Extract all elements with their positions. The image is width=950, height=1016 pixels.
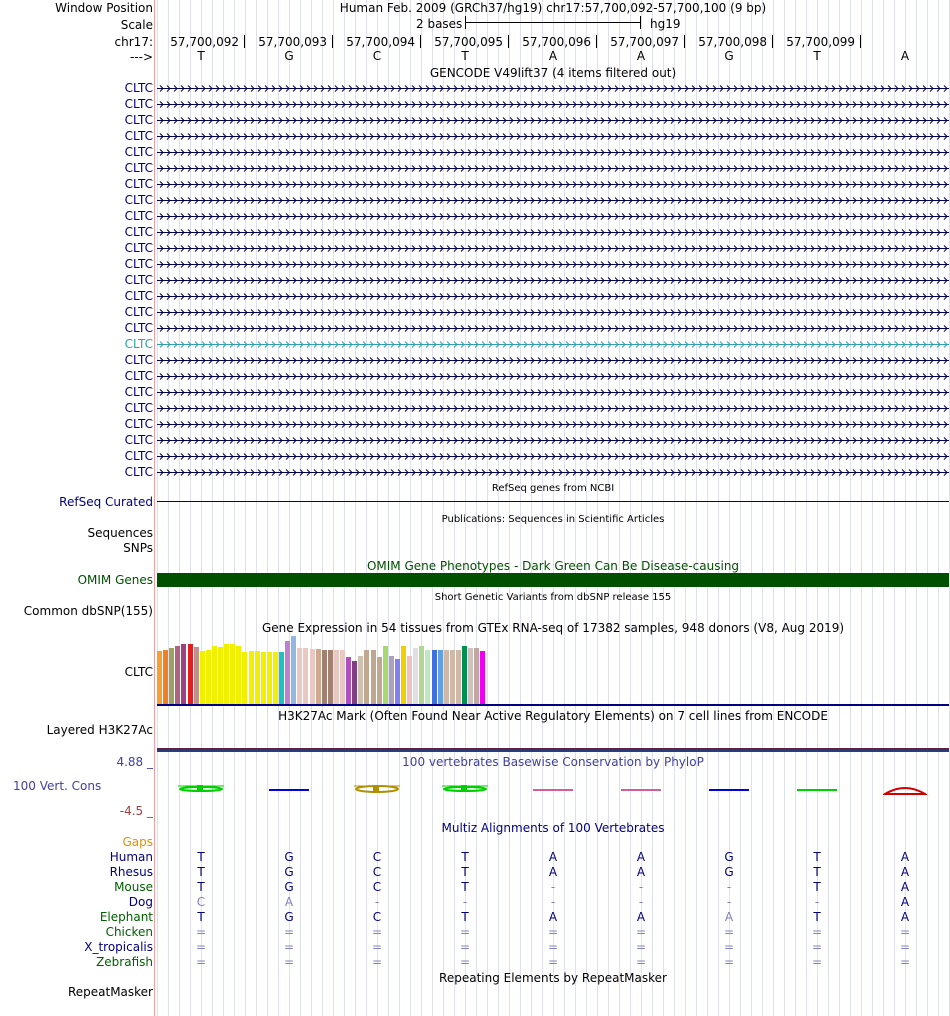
gencode-transcript[interactable] [157, 116, 949, 125]
gtex-tissue-bar[interactable] [163, 650, 168, 704]
multiz-aligned-base: = [195, 955, 207, 969]
multiz-aligned-base: - [726, 880, 732, 894]
repeatmasker-title: Repeating Elements by RepeatMasker [439, 971, 667, 985]
coordinate-tick-label: 57,700,094 [346, 35, 415, 49]
gtex-tissue-bar[interactable] [249, 651, 254, 704]
gencode-gene-label[interactable]: CLTC [124, 161, 153, 175]
gencode-gene-label[interactable]: CLTC [124, 417, 153, 431]
gtex-tissue-bar[interactable] [261, 652, 266, 704]
multiz-aligned-base: - [462, 895, 468, 909]
multiz-aligned-base: = [635, 940, 647, 954]
multiz-aligned-base: C [372, 850, 382, 864]
gtex-tissue-bar[interactable] [456, 650, 461, 704]
phylop-label[interactable]: 100 Vert. Cons [13, 779, 102, 793]
gencode-gene-label[interactable]: CLTC [124, 433, 153, 447]
multiz-species-label[interactable]: Human [109, 850, 153, 864]
window-position-text: Human Feb. 2009 (GRCh37/hg19) chr17:57,700,092-57,700,100 (9 bp) [339, 1, 767, 15]
gencode-transcript[interactable] [157, 308, 949, 317]
base-letter: A [548, 49, 558, 63]
multiz-aligned-base: = [195, 940, 207, 954]
multiz-aligned-base: = [283, 940, 295, 954]
scale-text: 2 bases [416, 17, 463, 31]
scale-assembly: hg19 [650, 17, 681, 31]
gtex-tissue-bar[interactable] [340, 650, 345, 704]
h3k27ac-title: H3K27Ac Mark (Often Found Near Active Regulatory Elements) on 7 cell lines from ENCODE [278, 709, 828, 723]
gtex-tissue-bar[interactable] [255, 651, 260, 704]
coordinate-tick-label: 57,700,095 [434, 35, 503, 49]
gencode-gene-label[interactable]: CLTC [124, 273, 153, 287]
scale-label: Scale [120, 18, 153, 32]
gtex-tissue-bar[interactable] [218, 647, 223, 704]
gencode-gene-label[interactable]: CLTC [124, 305, 153, 319]
omim-bar[interactable] [157, 573, 949, 587]
multiz-aligned-base: = [459, 925, 471, 939]
gencode-gene-label[interactable]: CLTC [124, 209, 153, 223]
gencode-gene-label[interactable]: CLTC [124, 113, 153, 127]
multiz-species-label[interactable]: Mouse [114, 880, 153, 894]
gencode-transcript[interactable] [157, 292, 949, 301]
gencode-transcript[interactable] [157, 340, 949, 349]
gencode-transcript[interactable] [157, 372, 949, 381]
base-letter: T [461, 49, 469, 63]
gtex-tissue-bar[interactable] [181, 644, 186, 704]
refseq-line[interactable] [157, 501, 949, 502]
multiz-aligned-base: A [548, 910, 558, 924]
gencode-gene-label[interactable]: CLTC [124, 337, 153, 351]
multiz-aligned-base: T [461, 850, 469, 864]
gtex-tissue-bar[interactable] [358, 656, 363, 704]
coordinate-tick-label: 57,700,093 [258, 35, 327, 49]
gencode-gene-label[interactable]: CLTC [124, 129, 153, 143]
gencode-gene-label[interactable]: CLTC [124, 193, 153, 207]
coordinate-tick-label: 57,700,098 [698, 35, 767, 49]
gtex-title: Gene Expression in 54 tissues from GTEx RNA-seq of 17382 samples, 948 donors (V8, Aug 2019) [261, 621, 845, 635]
multiz-species-label[interactable]: Elephant [99, 910, 153, 924]
gencode-transcript[interactable] [157, 436, 949, 445]
gencode-transcript[interactable] [157, 468, 949, 477]
gtex-tissue-bar[interactable] [175, 646, 180, 704]
multiz-aligned-base: = [899, 955, 911, 969]
multiz-aligned-base: = [723, 940, 735, 954]
gtex-tissue-bar[interactable] [364, 650, 369, 704]
gtex-tissue-bar[interactable] [310, 649, 315, 704]
multiz-aligned-base: T [813, 880, 821, 894]
multiz-aligned-base: = [371, 940, 383, 954]
gencode-transcript[interactable] [157, 180, 949, 189]
multiz-aligned-base: A [284, 895, 294, 909]
gtex-tissue-bar[interactable] [236, 646, 241, 704]
gtex-tissue-bar[interactable] [444, 650, 449, 704]
gencode-transcript[interactable] [157, 324, 949, 333]
gtex-tissue-bar[interactable] [450, 650, 455, 704]
multiz-aligned-base: G [284, 865, 294, 879]
gencode-transcript[interactable] [157, 164, 949, 173]
multiz-aligned-base: C [372, 910, 382, 924]
base-letter: C [372, 49, 382, 63]
multiz-aligned-base: = [723, 925, 735, 939]
gencode-gene-label[interactable]: CLTC [124, 241, 153, 255]
multiz-gaps-label[interactable]: Gaps [122, 835, 153, 849]
multiz-aligned-base: = [195, 925, 207, 939]
h3k27ac-label[interactable]: Layered H3K27Ac [46, 723, 153, 737]
gtex-tissue-bar[interactable] [334, 650, 339, 704]
gtex-tissue-bar[interactable] [230, 644, 235, 704]
gencode-gene-label[interactable]: CLTC [124, 449, 153, 463]
base-letter: G [284, 49, 294, 63]
multiz-aligned-base: T [197, 865, 205, 879]
gtex-tissue-bar[interactable] [474, 648, 479, 704]
base-letter: T [813, 49, 821, 63]
repeatmasker-label[interactable]: RepeatMasker [67, 985, 153, 999]
gencode-transcript[interactable] [157, 388, 949, 397]
multiz-aligned-base: T [197, 910, 205, 924]
refseq-label[interactable]: RefSeq Curated [59, 495, 153, 509]
gtex-tissue-bar[interactable] [377, 657, 382, 704]
multiz-aligned-base: - [374, 895, 380, 909]
gencode-gene-label[interactable]: CLTC [124, 145, 153, 159]
gtex-tissue-bar[interactable] [267, 652, 272, 704]
gtex-tissue-bar[interactable] [316, 649, 321, 704]
gtex-tissue-bar[interactable] [279, 652, 284, 704]
gtex-tissue-bar[interactable] [480, 651, 485, 704]
multiz-aligned-base: - [550, 880, 556, 894]
multiz-aligned-base: G [724, 865, 734, 879]
gtex-tissue-bar[interactable] [371, 650, 376, 704]
multiz-aligned-base: A [636, 850, 646, 864]
multiz-aligned-base: = [283, 925, 295, 939]
multiz-aligned-base: A [548, 850, 558, 864]
multiz-aligned-base: T [813, 910, 821, 924]
multiz-aligned-base: = [723, 955, 735, 969]
scale-bar [465, 22, 641, 23]
gencode-gene-label[interactable]: CLTC [124, 401, 153, 415]
omim-title: OMIM Gene Phenotypes - Dark Green Can Be Disease-causing [366, 559, 740, 573]
multiz-aligned-base: G [724, 850, 734, 864]
phylop-ymin-label: -4.5 _ [119, 804, 153, 818]
multiz-aligned-base: = [899, 925, 911, 939]
multiz-aligned-base: A [900, 850, 910, 864]
gencode-transcript[interactable] [157, 244, 949, 253]
gtex-tissue-bar[interactable] [157, 651, 162, 704]
multiz-species-label[interactable]: Dog [128, 895, 153, 909]
gtex-tissue-bar[interactable] [303, 648, 308, 704]
gtex-tissue-bar[interactable] [242, 652, 247, 704]
multiz-aligned-base: A [900, 910, 910, 924]
strand-label: ---> [129, 50, 153, 64]
multiz-aligned-base: = [459, 940, 471, 954]
gencode-gene-label[interactable]: CLTC [124, 385, 153, 399]
multiz-species-label[interactable]: X_tropicalis [84, 940, 153, 954]
multiz-aligned-base: A [900, 865, 910, 879]
multiz-aligned-base: - [726, 895, 732, 909]
base-letter: A [636, 49, 646, 63]
multiz-aligned-base: G [284, 880, 294, 894]
multiz-aligned-base: = [811, 955, 823, 969]
gencode-gene-label[interactable]: CLTC [124, 465, 153, 479]
multiz-aligned-base: C [372, 865, 382, 879]
gtex-tissue-bar[interactable] [194, 647, 199, 704]
gtex-tissue-bar[interactable] [224, 644, 229, 704]
gtex-tissue-bar[interactable] [432, 650, 437, 704]
multiz-aligned-base: = [811, 925, 823, 939]
multiz-aligned-base: G [284, 850, 294, 864]
gencode-gene-label[interactable]: CLTC [124, 225, 153, 239]
gtex-tissue-bar[interactable] [419, 646, 424, 704]
base-letter: A [900, 49, 910, 63]
gtex-tissue-bar[interactable] [401, 646, 406, 704]
publications-sequences-label[interactable]: Sequences [87, 526, 153, 540]
multiz-species-label[interactable]: Chicken [105, 925, 153, 939]
gtex-tissue-bar[interactable] [328, 650, 333, 704]
base-letter: T [197, 49, 205, 63]
gencode-transcript[interactable] [157, 212, 949, 221]
multiz-aligned-base: = [811, 940, 823, 954]
gencode-transcript[interactable] [157, 356, 949, 365]
gtex-tissue-bar[interactable] [188, 644, 193, 704]
multiz-aligned-base: A [548, 865, 558, 879]
chrom-label: chr17: [114, 35, 153, 49]
label-separator [154, 0, 155, 1016]
multiz-aligned-base: = [547, 940, 559, 954]
gtex-tissue-bar[interactable] [383, 646, 388, 704]
coordinate-tick [860, 35, 861, 48]
gtex-tissue-bar[interactable] [413, 648, 418, 704]
gencode-transcript[interactable] [157, 148, 949, 157]
phylop-ymax-label: 4.88 _ [116, 755, 153, 769]
scale-bar-right-tick [640, 16, 641, 29]
gtex-tissue-bar[interactable] [297, 648, 302, 704]
multiz-aligned-base: T [197, 880, 205, 894]
multiz-aligned-base: = [547, 925, 559, 939]
multiz-aligned-base: = [547, 955, 559, 969]
gtex-tissue-bar[interactable] [407, 656, 412, 704]
gtex-baseline [157, 704, 949, 706]
gtex-tissue-bar[interactable] [322, 650, 327, 704]
multiz-aligned-base: A [900, 895, 910, 909]
multiz-aligned-base: = [371, 925, 383, 939]
gencode-gene-label[interactable]: CLTC [124, 321, 153, 335]
gtex-tissue-bar[interactable] [212, 646, 217, 704]
coordinate-tick-label: 57,700,097 [610, 35, 679, 49]
gencode-transcript[interactable] [157, 276, 949, 285]
gencode-transcript[interactable] [157, 196, 949, 205]
gtex-tissue-bar[interactable] [346, 657, 351, 704]
gencode-gene-label[interactable]: CLTC [124, 257, 153, 271]
multiz-aligned-base: - [550, 895, 556, 909]
gencode-transcript[interactable] [157, 132, 949, 141]
gtex-tissue-bar[interactable] [285, 641, 290, 704]
window-position-label: Window Position [55, 1, 153, 15]
gencode-gene-label[interactable]: CLTC [124, 177, 153, 191]
gtex-tissue-bar[interactable] [273, 652, 278, 704]
base-letter: G [724, 49, 734, 63]
coordinate-tick-label: 57,700,092 [170, 35, 239, 49]
gencode-transcript[interactable] [157, 228, 949, 237]
multiz-aligned-base: G [284, 910, 294, 924]
multiz-aligned-base: A [636, 910, 646, 924]
multiz-species-label[interactable]: Zebrafish [96, 955, 153, 969]
gencode-gene-label[interactable]: CLTC [124, 353, 153, 367]
multiz-aligned-base: A [636, 865, 646, 879]
gtex-label[interactable]: CLTC [124, 665, 153, 679]
multiz-aligned-base: - [638, 895, 644, 909]
multiz-aligned-base: = [371, 955, 383, 969]
gencode-transcript[interactable] [157, 404, 949, 413]
publications-title: Publications: Sequences in Scientific Articles [441, 514, 665, 525]
gtex-tissue-bar[interactable] [468, 648, 473, 704]
multiz-aligned-base: = [899, 940, 911, 954]
gencode-transcript[interactable] [157, 420, 949, 429]
gtex-tissue-bar[interactable] [462, 646, 467, 704]
gtex-tissue-bar[interactable] [395, 659, 400, 704]
multiz-aligned-base: = [635, 955, 647, 969]
dbsnp-label[interactable]: Common dbSNP(155) [23, 604, 153, 618]
multiz-aligned-base: A [724, 910, 734, 924]
dbsnp-title: Short Genetic Variants from dbSNP release 155 [434, 592, 672, 603]
multiz-aligned-base: = [459, 955, 471, 969]
multiz-aligned-base: A [900, 880, 910, 894]
gencode-gene-label[interactable]: CLTC [124, 289, 153, 303]
gencode-transcript[interactable] [157, 260, 949, 269]
phylop-title: 100 vertebrates Basewise Conservation by PhyloP [402, 755, 704, 769]
gtex-tissue-bar[interactable] [352, 661, 357, 704]
multiz-aligned-base: C [372, 880, 382, 894]
multiz-aligned-base: T [461, 865, 469, 879]
gtex-tissue-bar[interactable] [425, 650, 430, 704]
gtex-tissue-bar[interactable] [389, 656, 394, 704]
gencode-gene-label[interactable]: CLTC [124, 369, 153, 383]
gencode-gene-label[interactable]: CLTC [124, 97, 153, 111]
gtex-tissue-bar[interactable] [206, 650, 211, 704]
gencode-transcript[interactable] [157, 84, 949, 93]
multiz-aligned-base: = [283, 955, 295, 969]
gencode-transcript[interactable] [157, 452, 949, 461]
multiz-aligned-base: C [196, 895, 206, 909]
multiz-aligned-base: T [813, 850, 821, 864]
h3k27ac-signal-bottom[interactable] [157, 750, 949, 752]
multiz-aligned-base: - [638, 880, 644, 894]
gtex-tissue-bar[interactable] [169, 648, 174, 704]
multiz-title: Multiz Alignments of 100 Vertebrates [441, 821, 665, 835]
multiz-aligned-base: = [635, 925, 647, 939]
gencode-transcript[interactable] [157, 100, 949, 109]
refseq-title: RefSeq genes from NCBI [491, 483, 615, 494]
gencode-gene-label[interactable]: CLTC [124, 81, 153, 95]
multiz-aligned-base: - [814, 895, 820, 909]
multiz-aligned-base: T [813, 865, 821, 879]
gtex-tissue-bar[interactable] [291, 636, 296, 704]
omim-label[interactable]: OMIM Genes [77, 573, 153, 587]
coordinate-tick-label: 57,700,099 [786, 35, 855, 49]
multiz-aligned-base: T [461, 910, 469, 924]
gtex-tissue-bar[interactable] [438, 650, 443, 704]
gencode-title: GENCODE V49lift37 (4 items filtered out) [429, 66, 677, 80]
multiz-aligned-base: T [461, 880, 469, 894]
gtex-tissue-bar[interactable] [200, 651, 205, 704]
coordinate-tick-label: 57,700,096 [522, 35, 591, 49]
publications-snps-label[interactable]: SNPs [123, 541, 153, 555]
multiz-aligned-base: T [197, 850, 205, 864]
multiz-species-label[interactable]: Rhesus [109, 865, 153, 879]
